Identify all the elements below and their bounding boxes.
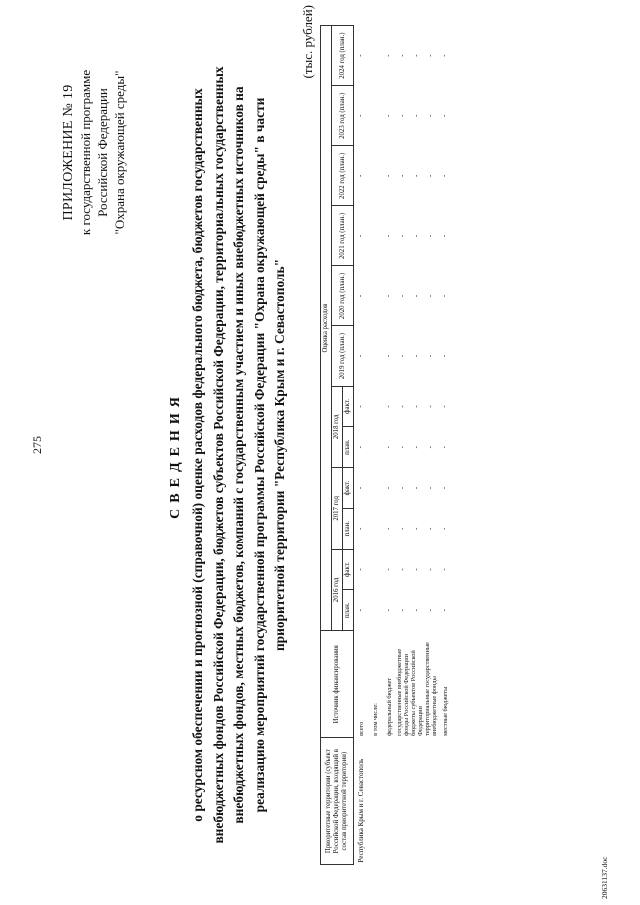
value-cell: - [427, 54, 434, 57]
header-fact: факт. [343, 549, 354, 590]
value-cell: - [399, 294, 406, 298]
page-number: 275 [30, 436, 44, 454]
units-label: (тыс. рублей) [300, 5, 315, 79]
value-cell [368, 427, 382, 468]
value-cell: - [385, 446, 392, 449]
value-cell: - [441, 609, 448, 612]
value-cell: - [357, 405, 364, 408]
value-cell: - [441, 446, 448, 449]
value-cell: - [441, 294, 448, 298]
value-cell: - [441, 354, 448, 358]
source-cell: государственные внебюджетные фонды Российской Федерации [396, 648, 410, 736]
header-year-plan: 2022 год (план.) [332, 146, 354, 206]
value-cell: - [399, 527, 406, 530]
value-cell: - [413, 234, 420, 238]
value-cell: - [413, 568, 420, 571]
value-cell: - [413, 354, 420, 358]
value-cell: - [399, 609, 406, 612]
appendix-block [60, 25, 128, 280]
value-cell: - [427, 486, 434, 490]
value-cell [368, 86, 382, 146]
territory-cell [368, 738, 382, 865]
value-cell: - [441, 234, 448, 238]
value-cell: - [399, 114, 406, 117]
source-cell: местные бюджеты [441, 686, 449, 736]
territory-cell [382, 738, 396, 865]
value-cell: - [427, 609, 434, 612]
value-cell: - [385, 568, 392, 571]
value-cell: - [385, 354, 392, 358]
value-cell: - [399, 354, 406, 358]
header-year: 2016 год [332, 549, 343, 631]
value-cell [368, 508, 382, 549]
header-fact: факт. [343, 468, 354, 509]
value-cell: - [427, 446, 434, 449]
table-row [424, 26, 438, 865]
header-estimate: Оценка расходов [321, 26, 332, 631]
value-cell: - [427, 294, 434, 298]
value-cell: - [413, 486, 420, 490]
value-cell: - [357, 174, 364, 177]
expenditure-table [320, 25, 452, 865]
value-cell: - [357, 354, 364, 358]
header-plan: план. [343, 427, 354, 468]
value-cell: - [357, 609, 364, 612]
table-row [368, 26, 382, 865]
territory-cell: Республика Крым и г. Севастополь [357, 758, 365, 863]
value-cell: - [413, 527, 420, 530]
header-year-plan: 2020 год (план.) [332, 266, 354, 326]
header-year-plan: 2023 год (план.) [332, 86, 354, 146]
value-cell: - [399, 568, 406, 571]
value-cell: - [441, 405, 448, 408]
appendix-title: ПРИЛОЖЕНИЕ № 19 [61, 84, 76, 221]
value-cell: - [399, 174, 406, 177]
header-year-plan: 2024 год (план.) [332, 26, 354, 86]
table-row [410, 26, 424, 865]
value-cell: - [385, 609, 392, 612]
value-cell: - [385, 114, 392, 117]
value-cell: - [357, 527, 364, 530]
value-cell: - [399, 234, 406, 238]
value-cell: - [441, 568, 448, 571]
value-cell: - [357, 446, 364, 449]
territory-cell [424, 738, 438, 865]
document-description: о ресурсном обеспечении и прогнозной (справочной) оценке расходов федерального бюджета, бюджетов государственных внебюджетных фондов Российской Федерации, бюджетов субъектов Российской Федерации, территориальных государственных внебюджетных фондов, местных бюджетов, компаний с государственным участием и иных внебюджетных источников на реализацию мероприятий государственной программы Российской Федерации "Охрана окружающей среды" в части приоритетной территории "Республика Крым и г. Севастополь" [190, 66, 287, 844]
header-plan: план. [343, 590, 354, 631]
source-cell: всего [357, 721, 365, 736]
value-cell [368, 266, 382, 326]
header-year-plan: 2021 год (план.) [332, 206, 354, 266]
value-cell [368, 26, 382, 86]
value-cell: - [441, 54, 448, 57]
value-cell: - [413, 609, 420, 612]
value-cell: - [385, 234, 392, 238]
value-cell [368, 206, 382, 266]
appendix-line: "Охрана окружающей среды" [112, 70, 127, 235]
value-cell: - [441, 486, 448, 490]
value-cell: - [385, 294, 392, 298]
value-cell: - [427, 405, 434, 408]
table-row [438, 26, 452, 865]
value-cell: - [441, 527, 448, 530]
value-cell: - [357, 486, 364, 490]
value-cell: - [385, 527, 392, 530]
table-row [396, 26, 410, 865]
value-cell: - [357, 568, 364, 571]
document-heading: СВЕДЕНИЯ [168, 391, 183, 519]
value-cell: - [441, 114, 448, 117]
header-territory: Приоритетные территории (субъект Российской Федерации, входящий в состав приоритетной территории) [321, 738, 354, 865]
value-cell: - [399, 446, 406, 449]
value-cell [368, 590, 382, 631]
header-source: Источник финансирования [321, 631, 354, 738]
value-cell: - [427, 568, 434, 571]
value-cell: - [357, 114, 364, 117]
source-cell: федеральный бюджет [385, 677, 393, 736]
territory-cell [438, 738, 452, 865]
header-fact: факт. [343, 386, 354, 427]
value-cell: - [399, 405, 406, 408]
source-cell: территориальные государственные внебюджетные фонды [424, 642, 438, 736]
appendix-line: к государственной программе [78, 69, 93, 236]
value-cell: - [413, 174, 420, 177]
footer-filename: 20631137.doc [600, 856, 609, 899]
header-year: 2017 год [332, 468, 343, 550]
territory-cell [396, 738, 410, 865]
table-body [354, 26, 453, 865]
value-cell: - [413, 294, 420, 298]
table-row [354, 26, 369, 865]
appendix-line: Российской Федерации [95, 88, 110, 217]
value-cell: - [427, 234, 434, 238]
value-cell [368, 386, 382, 427]
header-year-plan: 2019 год (план.) [332, 326, 354, 386]
value-cell [368, 549, 382, 590]
source-cell: бюджеты субъектов Российской Федерации [410, 650, 424, 736]
header-plan: план. [343, 508, 354, 549]
value-cell: - [385, 405, 392, 408]
value-cell: - [385, 174, 392, 177]
value-cell: - [413, 405, 420, 408]
header-year: 2018 год [332, 386, 343, 468]
value-cell: - [413, 446, 420, 449]
value-cell: - [441, 174, 448, 177]
value-cell: - [357, 54, 364, 57]
value-cell: - [385, 486, 392, 490]
territory-cell [410, 738, 424, 865]
value-cell [368, 468, 382, 509]
value-cell: - [427, 174, 434, 177]
source-cell: в том числе: [371, 703, 379, 736]
value-cell [368, 146, 382, 206]
value-cell: - [399, 486, 406, 490]
value-cell: - [413, 114, 420, 117]
value-cell: - [385, 54, 392, 57]
table-row [382, 26, 396, 865]
value-cell: - [427, 354, 434, 358]
value-cell [368, 326, 382, 386]
value-cell: - [357, 234, 364, 238]
value-cell: - [399, 54, 406, 57]
value-cell: - [357, 294, 364, 298]
value-cell: - [427, 114, 434, 117]
value-cell: - [413, 54, 420, 57]
value-cell: - [427, 527, 434, 530]
